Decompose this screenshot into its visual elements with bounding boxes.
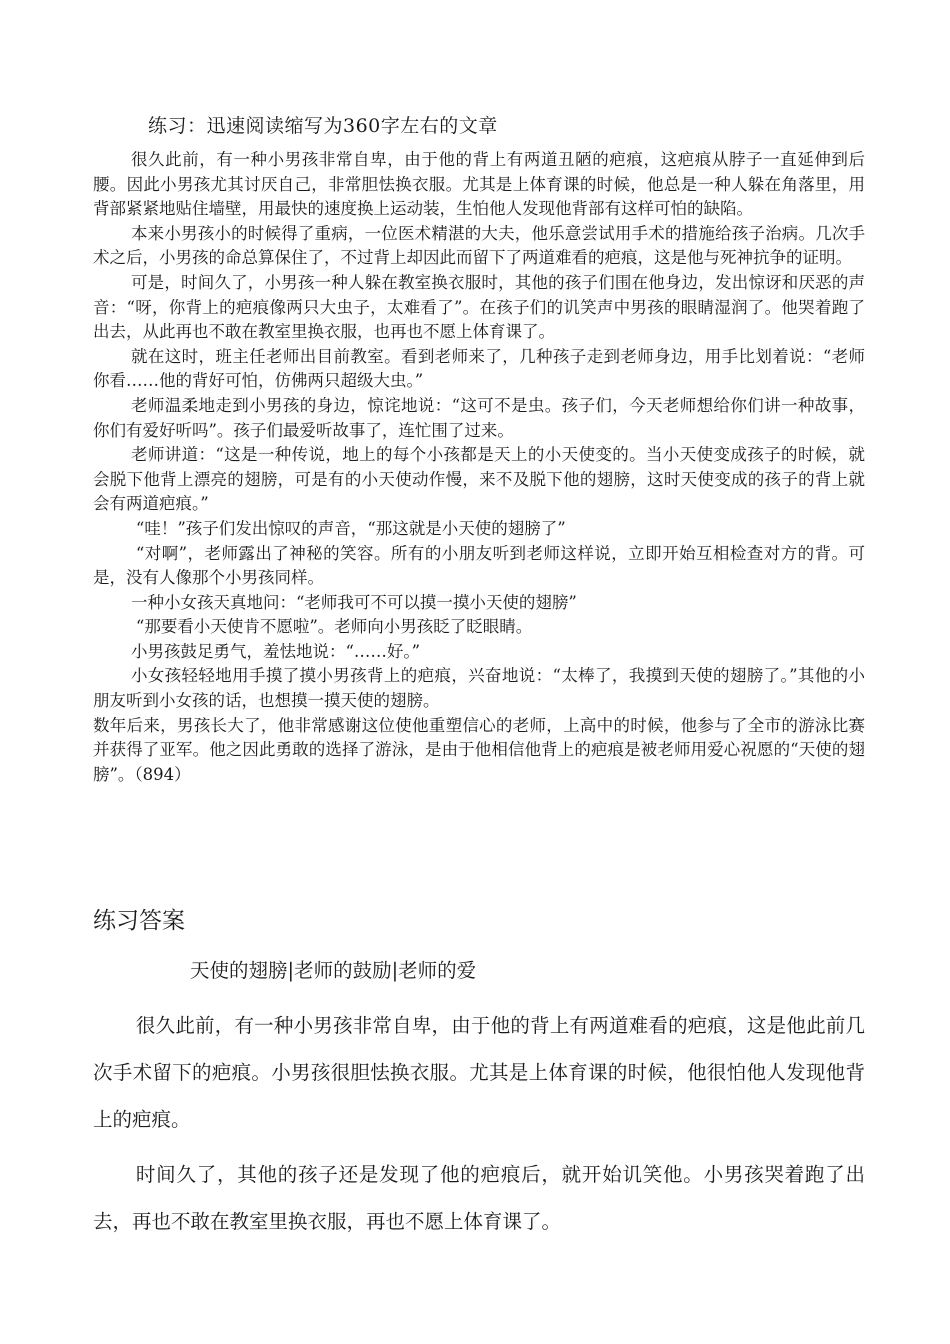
answer-title: 天使的翅膀|老师的鼓励|老师的爱: [190, 959, 477, 982]
story-paragraph: 老师温柔地走到小男孩的身边，惊诧地说：“这可不是虫。孩子们，今天老师想给你们讲一种故事，你们有爱好听吗”。孩子们最爱听故事了，连忙围了过来。: [93, 395, 865, 440]
answer-heading: 练习答案: [93, 908, 185, 934]
exercise-title: 练习：迅速阅读缩写为360字左右的文章: [148, 115, 498, 137]
story-paragraph: 本来小男孩小的时候得了重病，一位医术精湛的大夫，他乐意尝试用手术的措施给孩子治病。几次手术之后，小男孩的命总算保住了，不过背上却因此而留下了两道难看的疤痕，这是他与死神抗争的证明。: [93, 223, 865, 268]
story-paragraph: 就在这时，班主任老师出目前教室。看到老师来了，几种孩子走到老师身边，用手比划着说：“老师你看……他的背好可怕，仿佛两只超级大虫。”: [93, 346, 865, 391]
story-text: [93, 148, 865, 787]
story-paragraph: 一种小女孩天真地问：“老师我可不可以摸一摸小天使的翅膀”: [130, 592, 577, 612]
story-paragraph: 数年后来，男孩长大了，他非常感谢这位使他重塑信心的老师，上高中的时候，他参与了全市的游泳比赛并获得了亚军。他之因此勇敢的选择了游泳，是由于他相信他背上的疤痕是被老师用爱心祝愿的“天使的翅膀”。（894）: [93, 715, 865, 784]
story-paragraph: 很久此前，有一种小男孩非常自卑，由于他的背上有两道丑陋的疤痕，这疤痕从脖子一直延伸到后腰。因此小男孩尤其讨厌自己，非常胆怯换衣服。尤其是上体育课的时候，他总是一种人躲在角落里，用背部紧紧地贴住墙壁，用最快的速度换上运动装，生怕他人发现他背部有这样可怕的缺陷。: [93, 150, 865, 219]
story-paragraph: “那要看小天使肯不愿啦”。老师向小男孩眨了眨眼睛。: [135, 617, 533, 637]
story-paragraph: “哇！”孩子们发出惊叹的声音，“那这就是小天使的翅膀了”: [135, 518, 566, 538]
story-paragraph: 小男孩鼓足勇气，羞怯地说：“……好。”: [130, 641, 421, 661]
story-paragraph: 可是，时间久了，小男孩一种人躲在教室换衣服时，其他的孩子们围在他身边，发出惊讶和厌恶的声音：“呀，你背上的疤痕像两只大虫子，太难看了”。在孩子们的讥笑声中男孩的眼睛湿润了。他哭着跑了出去，从此再也不敢在教室里换衣服，也再也不愿上体育课了。: [93, 272, 865, 342]
answer-paragraph: 时间久了，其他的孩子还是发现了他的疤痕后，就开始讥笑他。小男孩哭着跑了出去，再也不敢在教室里换衣服，再也不愿上体育课了。: [93, 1163, 865, 1233]
answer-paragraph: 很久此前，有一种小男孩非常自卑，由于他的背上有两道难看的疤痕，这是他此前几次手术留下的疤痕。小男孩很胆怯换衣服。尤其是上体育课的时候，他很怕他人发现他背上的疤痕。: [93, 1014, 865, 1131]
answer-text: [93, 1002, 865, 1245]
story-paragraph: “对啊”，老师露出了神秘的笑容。所有的小朋友听到老师这样说，立即开始互相检查对方的背。可是，没有人像那个小男孩同样。: [93, 543, 865, 588]
story-paragraph: 小女孩轻轻地用手摸了摸小男孩背上的疤痕，兴奋地说：“太棒了，我摸到天使的翅膀了。”其他的小朋友听到小女孩的话，也想摸一摸天使的翅膀。: [93, 666, 865, 711]
story-paragraph: 老师讲道：“这是一种传说，地上的每个小孩都是天上的小天使变的。当小天使变成孩子的时候，就会脱下他背上漂亮的翅膀，可是有的小天使动作慢，来不及脱下他的翅膀，这时天使变成的孩子的背上就会有两道疤痕。”: [93, 445, 865, 514]
